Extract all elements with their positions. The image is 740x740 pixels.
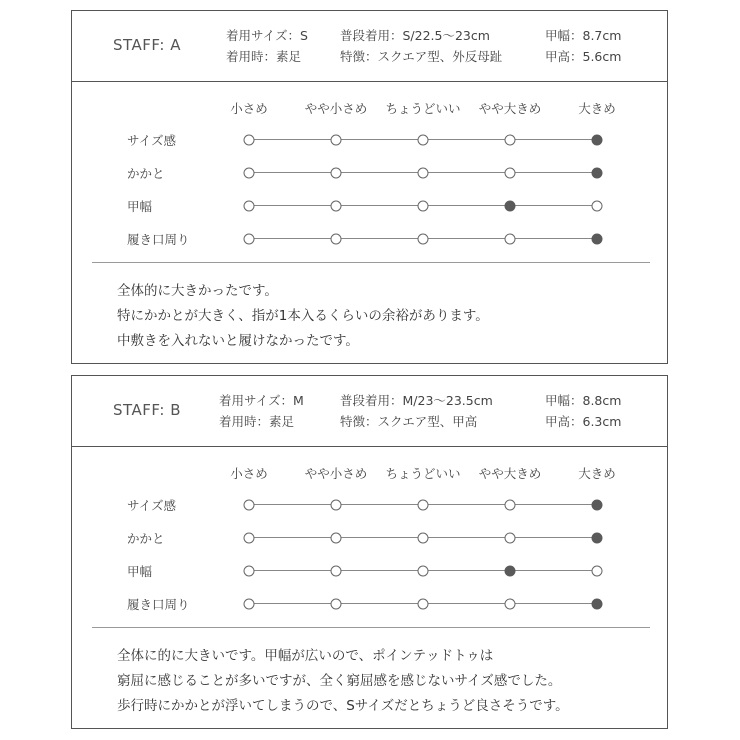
rating-dot-opening xyxy=(418,598,429,609)
rating-dot-heel xyxy=(418,532,429,543)
staff-a-divider xyxy=(92,262,650,263)
rating-dot-size xyxy=(331,134,342,145)
rating-dot-size xyxy=(505,499,516,510)
rating-dot-instep-width xyxy=(592,200,603,211)
rating-dot-instep-width xyxy=(331,200,342,211)
rating-dot-size xyxy=(418,134,429,145)
comment-line: 窮屈に感じることが多いですが、全く窮屈感を感じないサイズ感でした。 xyxy=(117,673,562,689)
rating-dot-instep-width xyxy=(331,565,342,576)
comment-line: 歩行時にかかとが浮いてしまうので、Sサイズだとちょうど良さそうです。 xyxy=(117,698,569,714)
rating-dot-opening-selected xyxy=(592,598,603,609)
staff-a-instep-height: 甲高：5.6cm xyxy=(545,49,622,64)
rating-dot-heel-selected xyxy=(592,167,603,178)
scale-label-large: 大きめ xyxy=(578,466,616,481)
staff-b-fit-scale xyxy=(72,447,667,627)
rating-dot-opening xyxy=(505,233,516,244)
rating-dot-heel xyxy=(244,167,255,178)
staff-b-card xyxy=(71,375,668,729)
rating-dot-instep-width xyxy=(418,200,429,211)
staff-b-divider xyxy=(92,627,650,628)
rating-dot-heel xyxy=(505,167,516,178)
scale-label-just-right: ちょうどいい xyxy=(385,101,461,116)
staff-b-wear-state: 着用時：素足 xyxy=(219,414,295,429)
staff-a-instep-width: 甲幅：8.7cm xyxy=(545,28,622,43)
staff-b-name: STAFF: B xyxy=(113,401,181,419)
comment-line: 全体に的に大きいです。甲幅が広いので、ポインテッドトゥは xyxy=(117,648,494,664)
staff-a-fit-scale xyxy=(72,82,667,262)
rating-dot-opening xyxy=(331,233,342,244)
rating-dot-instep-width-selected xyxy=(505,565,516,576)
scale-label-small: 小さめ xyxy=(230,466,268,481)
scale-label-slightly-large: やや大きめ xyxy=(478,101,542,116)
rating-dot-size-selected xyxy=(592,499,603,510)
scale-label-slightly-small: やや小さめ xyxy=(304,466,368,481)
rating-dot-size xyxy=(244,134,255,145)
rating-dot-size-selected xyxy=(592,134,603,145)
staff-a-header xyxy=(72,11,667,82)
row-label-size: サイズ感 xyxy=(127,133,177,148)
row-label-heel: かかと xyxy=(127,166,165,181)
rating-dot-size xyxy=(244,499,255,510)
rating-dot-heel xyxy=(418,167,429,178)
staff-b-header xyxy=(72,376,667,447)
rating-dot-heel xyxy=(331,532,342,543)
comment-line: 中敷きを入れないと履けなかったです。 xyxy=(117,333,359,349)
scale-label-slightly-small: やや小さめ xyxy=(304,101,368,116)
rating-dot-opening xyxy=(244,233,255,244)
staff-b-instep-width: 甲幅：8.8cm xyxy=(545,393,622,408)
staff-a-wear-state: 着用時：素足 xyxy=(226,49,302,64)
rating-dot-size xyxy=(331,499,342,510)
row-label-instep-width: 甲幅 xyxy=(127,564,153,579)
staff-b-feature: 特徴：スクエア型、甲高 xyxy=(340,414,478,429)
rating-dot-opening-selected xyxy=(592,233,603,244)
rating-dot-instep-width xyxy=(592,565,603,576)
rating-dot-size xyxy=(418,499,429,510)
staff-a-comment xyxy=(117,279,489,354)
rating-dot-opening xyxy=(418,233,429,244)
comment-line: 全体的に大きかったです。 xyxy=(117,283,278,299)
rating-dot-heel-selected xyxy=(592,532,603,543)
rating-dot-opening xyxy=(505,598,516,609)
rating-dot-heel xyxy=(244,532,255,543)
rating-dot-heel xyxy=(505,532,516,543)
row-label-size: サイズ感 xyxy=(127,498,177,513)
rating-dot-size xyxy=(505,134,516,145)
scale-label-slightly-large: やや大きめ xyxy=(478,466,542,481)
scale-label-small: 小さめ xyxy=(230,101,268,116)
rating-dot-instep-width-selected xyxy=(505,200,516,211)
staff-a-feature: 特徴：スクエア型、外反母趾 xyxy=(340,49,503,64)
rating-dot-instep-width xyxy=(244,565,255,576)
rating-dot-opening xyxy=(331,598,342,609)
rating-dot-instep-width xyxy=(244,200,255,211)
scale-label-just-right: ちょうどいい xyxy=(385,466,461,481)
staff-b-instep-height: 甲高：6.3cm xyxy=(545,414,622,429)
staff-a-usual-size: 普段着用：S/22.5～23cm xyxy=(340,28,490,43)
staff-a-wear-size: 着用サイズ：S xyxy=(226,28,308,43)
staff-a-card xyxy=(71,10,668,364)
row-label-opening: 履き口周り xyxy=(127,232,190,247)
scale-label-large: 大きめ xyxy=(578,101,616,116)
rating-dot-heel xyxy=(331,167,342,178)
staff-a-name: STAFF: A xyxy=(113,36,181,54)
rating-dot-instep-width xyxy=(418,565,429,576)
staff-b-wear-size: 着用サイズ：M xyxy=(219,393,304,408)
row-label-opening: 履き口周り xyxy=(127,597,190,612)
staff-b-comment xyxy=(117,644,569,719)
row-label-heel: かかと xyxy=(127,531,165,546)
comment-line: 特にかかとが大きく、指が1本入るくらいの余裕があります。 xyxy=(117,308,489,324)
rating-dot-opening xyxy=(244,598,255,609)
staff-b-usual-size: 普段着用：M/23～23.5cm xyxy=(340,393,493,408)
row-label-instep-width: 甲幅 xyxy=(127,199,153,214)
